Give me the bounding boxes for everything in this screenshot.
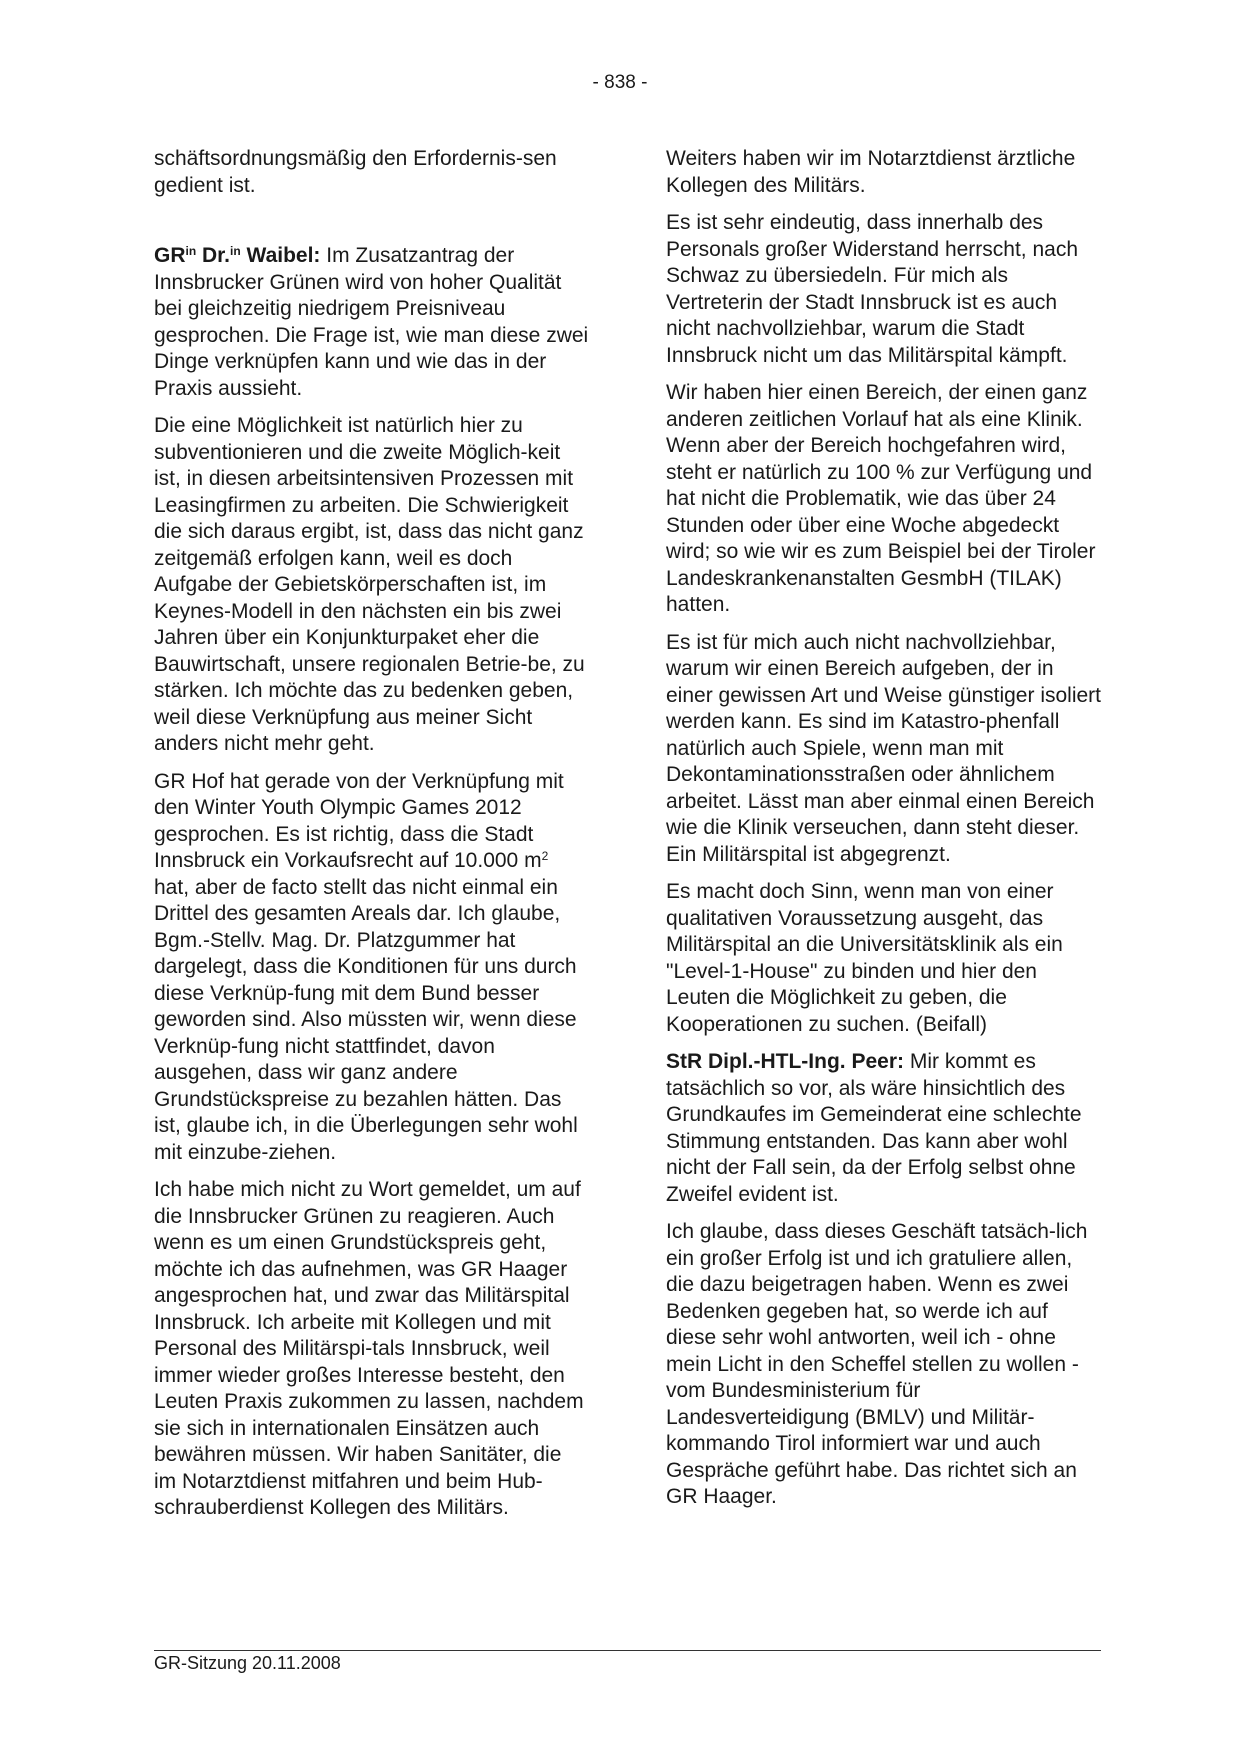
- page-number: - 838 -: [592, 72, 648, 93]
- paragraph: Es macht doch Sinn, wenn man von einer qualitativen Voraussetzung ausgeht, das Militärspital an die Universitätsklinik als ein "Level-1-House" zu binden und hier den Leuten die Möglichkeit zu geben, die Kooperationen zu suchen. (Beifall): [666, 880, 1063, 1036]
- superscript: 2: [541, 849, 549, 863]
- paragraph: Ich habe mich nicht zu Wort gemeldet, um auf die Innsbrucker Grünen zu reagieren. Auch wenn es um einen Grundstückspreis geht, möchte ich das aufnehmen, was GR Haager angesprochen hat, und zwar das Militärspital Innsbruck. Ich arbeite mit Kollegen und mit Personal des Militärspi-tals Innsbruck, weil immer wieder großes Interesse besteht, den Leuten Praxis zukommen zu lassen, nachdem sie sich in internationalen Einsätzen auch bewähren müssen. Wir haben Sanitäter, die im Notarztdienst mitfahren und beim Hub-schrauberdienst Kollegen des Militärs.: [154, 1178, 584, 1519]
- paragraph: Wir haben hier einen Bereich, der einen ganz anderen zeitlichen Vorlauf hat als eine Klinik. Wenn aber der Bereich hochgefahren wird, steht er natürlich zu 100 % zur Verfügung und hat nicht die Problematik, wie das über 24 Stunden oder über eine Woche abgedeckt wird; so wie wir es zum Beispiel bei der Tiroler Landeskrankenanstalten GesmbH (TILAK) hatten.: [666, 381, 1096, 616]
- speech-waibel: [154, 243, 589, 402]
- paragraph: Ich glaube, dass dieses Geschäft tatsäch-lich ein großer Erfolg ist und ich gratuliere allen, die dazu beigetragen haben. Wenn es zwei Bedenken gegeben hat, so werde ich auf diese sehr wohl antworten, weil ich - ohne mein Licht in den Scheffel stellen zu wollen - vom Bundesministerium für Landesverteidigung (BMLV) und Militär-kommando Tirol informiert war und auch Gespräche geführt habe. Das richtet sich an GR Haager.: [666, 1220, 1088, 1508]
- footer-divider: [154, 1650, 1101, 1651]
- speaker-name-peer: StR Dipl.-HTL-Ing. Peer:: [666, 1050, 904, 1073]
- text-segment: GR Hof hat gerade von der Verknüpfung mit den Winter Youth Olympic Games 2012 gesprochen. Es ist richtig, dass die Stadt Innsbruck ein Vorkaufsrecht auf 10.000 m: [154, 769, 564, 872]
- speaker-name-waibel: [154, 244, 320, 267]
- superscript: in: [230, 244, 241, 258]
- speaker-surname: Waibel:: [240, 244, 321, 267]
- paragraph: schäftsordnungsmäßig den Erfordernis-sen gedient ist.: [154, 147, 557, 197]
- speech-peer: [666, 1049, 1101, 1208]
- speech-text: Im Zusatzantrag der Innsbrucker Grünen wird von hoher Qualität bei gleichzeitig niedrigem Preisniveau gesprochen. Die Frage ist, wie man diese zwei Dinge verknüpfen kann und wie das in der Praxis aussieht.: [154, 244, 589, 400]
- speaker-title: GR: [154, 244, 186, 267]
- speaker-title: Dr.: [196, 244, 231, 267]
- paragraph: Weiters haben wir im Notarztdienst ärztliche Kollegen des Militärs.: [666, 147, 1076, 197]
- footer-session-date: GR-Sitzung 20.11.2008: [154, 1653, 341, 1673]
- paragraph: Die eine Möglichkeit ist natürlich hier zu subventionieren und die zweite Möglich-keit ist, in diesen arbeitsintensiven Prozessen mit Leasingfirmen zu arbeiten. Die Schwierigkeit die sich daraus ergibt, ist, dass das nicht ganz zeitgemäß erfolgen kann, weil es doch Aufgabe der Gebietskörperschaften ist, im Keynes-Modell in den nächsten ein bis zwei Jahren über ein Konjunkturpaket eher die Bauwirtschaft, unsere regionalen Betrie-be, zu stärken. Ich möchte das zu bedenken geben, weil diese Verknüpfung aus meiner Sicht anders nicht mehr geht.: [154, 414, 585, 755]
- text-segment: hat, aber de facto stellt das nicht einmal ein Drittel des gesamten Areals dar. Ich glaube, Bgm.-Stellv. Mag. Dr. Platzgummer hat dargelegt, dass die Konditionen für uns durch diese Verknüp-fung mit dem Bund besser geworden sind. Also müssten wir, wenn diese Verknüp-fung nicht stattfindet, davon ausgehen, dass wir ganz andere Grundstückspreise zu bezahlen hätten. Das ist, glaube ich, in die Überlegungen sehr wohl mit einzube-ziehen.: [154, 875, 578, 1164]
- right-column: [666, 146, 1101, 1522]
- paragraph: Es ist für mich auch nicht nachvollziehbar, warum wir einen Bereich aufgeben, der in einer gewissen Art und Weise günstiger isoliert werden kann. Es sind im Katastro-phenfall natürlich auch Spiele, wenn man mit Dekontaminationsstraßen oder ähnlichem arbeitet. Lässt man aber einmal einen Bereich wie die Klinik verseuchen, dann steht dieser. Ein Militärspital ist abgegrenzt.: [666, 630, 1102, 866]
- speech-text: Mir kommt es tatsächlich so vor, als wäre hinsichtlich des Grundkaufes im Gemeinderat eine schlechte Stimmung entstanden. Das kann aber wohl nicht der Fall sein, da der Erfolg selbst ohne Zweifel evident ist.: [666, 1050, 1082, 1206]
- paragraph: Es ist sehr eindeutig, dass innerhalb des Personals großer Widerstand herrscht, nach Schwaz zu übersiedeln. Für mich als Vertreterin der Stadt Innsbruck ist es auch nicht nachvollziehbar, warum die Stadt Innsbruck nicht um das Militärspital kämpft.: [666, 211, 1079, 367]
- left-column: [154, 146, 589, 1533]
- paragraph: [154, 769, 589, 1167]
- superscript: in: [185, 244, 197, 258]
